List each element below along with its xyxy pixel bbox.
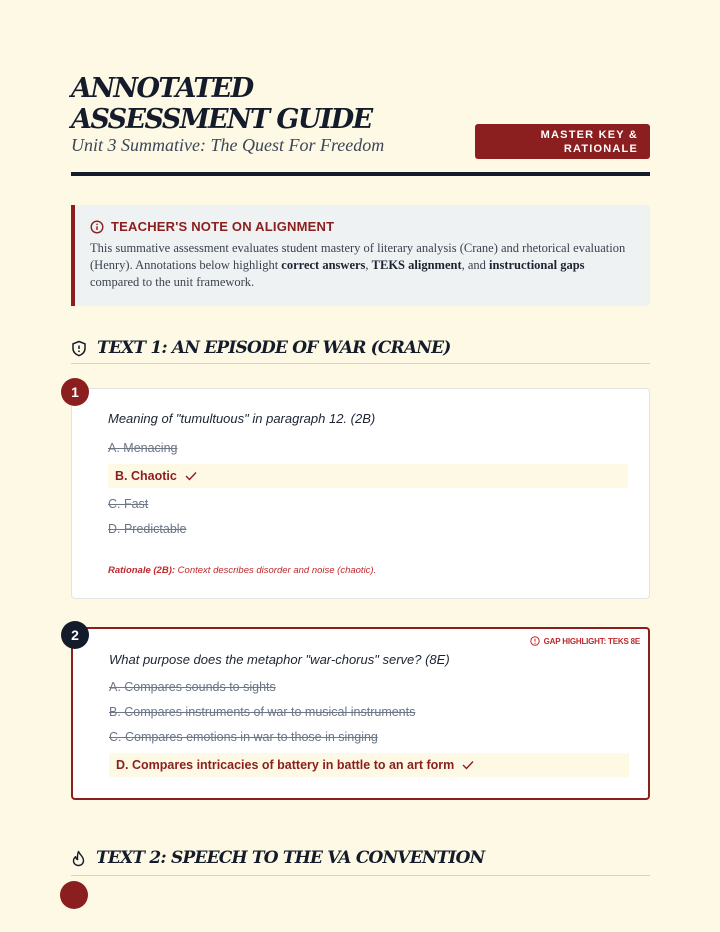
page-subtitle: Unit 3 Summative: The Quest For Freedom: [71, 135, 385, 155]
question-prompt: What purpose does the metaphor "war-chorus" serve? (8E): [109, 652, 450, 667]
header-divider: [71, 172, 650, 176]
gap-highlight-label: GAP HIGHLIGHT: TEKS 8E: [530, 636, 640, 646]
section-header-text-1: [71, 333, 650, 364]
answer-option-a[interactable]: A. Compares sounds to sights: [109, 680, 276, 694]
teacher-note: [71, 205, 650, 306]
correct-answer-label: D. Compares intricacies of battery in battle to an art form: [116, 758, 455, 772]
badge-label: MASTER KEY & RATIONALE: [540, 128, 638, 155]
answer-option-c[interactable]: C. Compares emotions in war to those in singing: [109, 730, 378, 744]
check-icon: [185, 471, 197, 481]
section-title: TEXT 2: SPEECH TO THE VA CONVENTION: [96, 848, 485, 868]
question-card-1: [71, 384, 650, 599]
answer-option-b-correct[interactable]: [108, 464, 628, 488]
correct-answer-label: B. Chaotic: [115, 469, 177, 483]
master-key-badge: [475, 124, 650, 159]
section-title: TEXT 1: AN EPISODE OF WAR (CRANE): [97, 338, 451, 358]
answer-option-c[interactable]: C. Fast: [108, 497, 149, 511]
question-prompt: Meaning of "tumultuous" in paragraph 12. (2B): [108, 411, 376, 426]
info-icon: [90, 220, 104, 234]
answer-option-b[interactable]: B. Compares instruments of war to musical instruments: [109, 705, 416, 719]
answer-option-a[interactable]: A. Menacing: [108, 441, 178, 455]
question-number: 1: [61, 378, 89, 406]
section-header-text-2: [71, 841, 650, 876]
shield-icon: [71, 340, 87, 357]
answer-option-d[interactable]: D. Predictable: [108, 522, 187, 536]
question-card-2: [71, 627, 650, 800]
teacher-note-header: [90, 219, 634, 234]
rationale: Rationale (2B): Context describes disorder and noise (chaotic).: [108, 565, 377, 576]
question-number: 2: [61, 621, 89, 649]
question-number-partial: [60, 881, 88, 909]
check-icon: [462, 760, 474, 770]
flame-icon: [71, 850, 86, 867]
teacher-note-body: This summative assessment evaluates student mastery of literary analysis (Crane) and rhetorical evaluation (Henry). Annotations below highlight correct answers, TEKS alignment, and instructional gaps compared to the unit framework.: [90, 241, 626, 289]
alert-icon: [530, 636, 540, 646]
page-title: ANNOTATED ASSESSMENT GUIDE: [71, 73, 372, 135]
answer-option-d-correct[interactable]: [109, 753, 629, 777]
teacher-note-title: TEACHER'S NOTE ON ALIGNMENT: [111, 219, 335, 234]
